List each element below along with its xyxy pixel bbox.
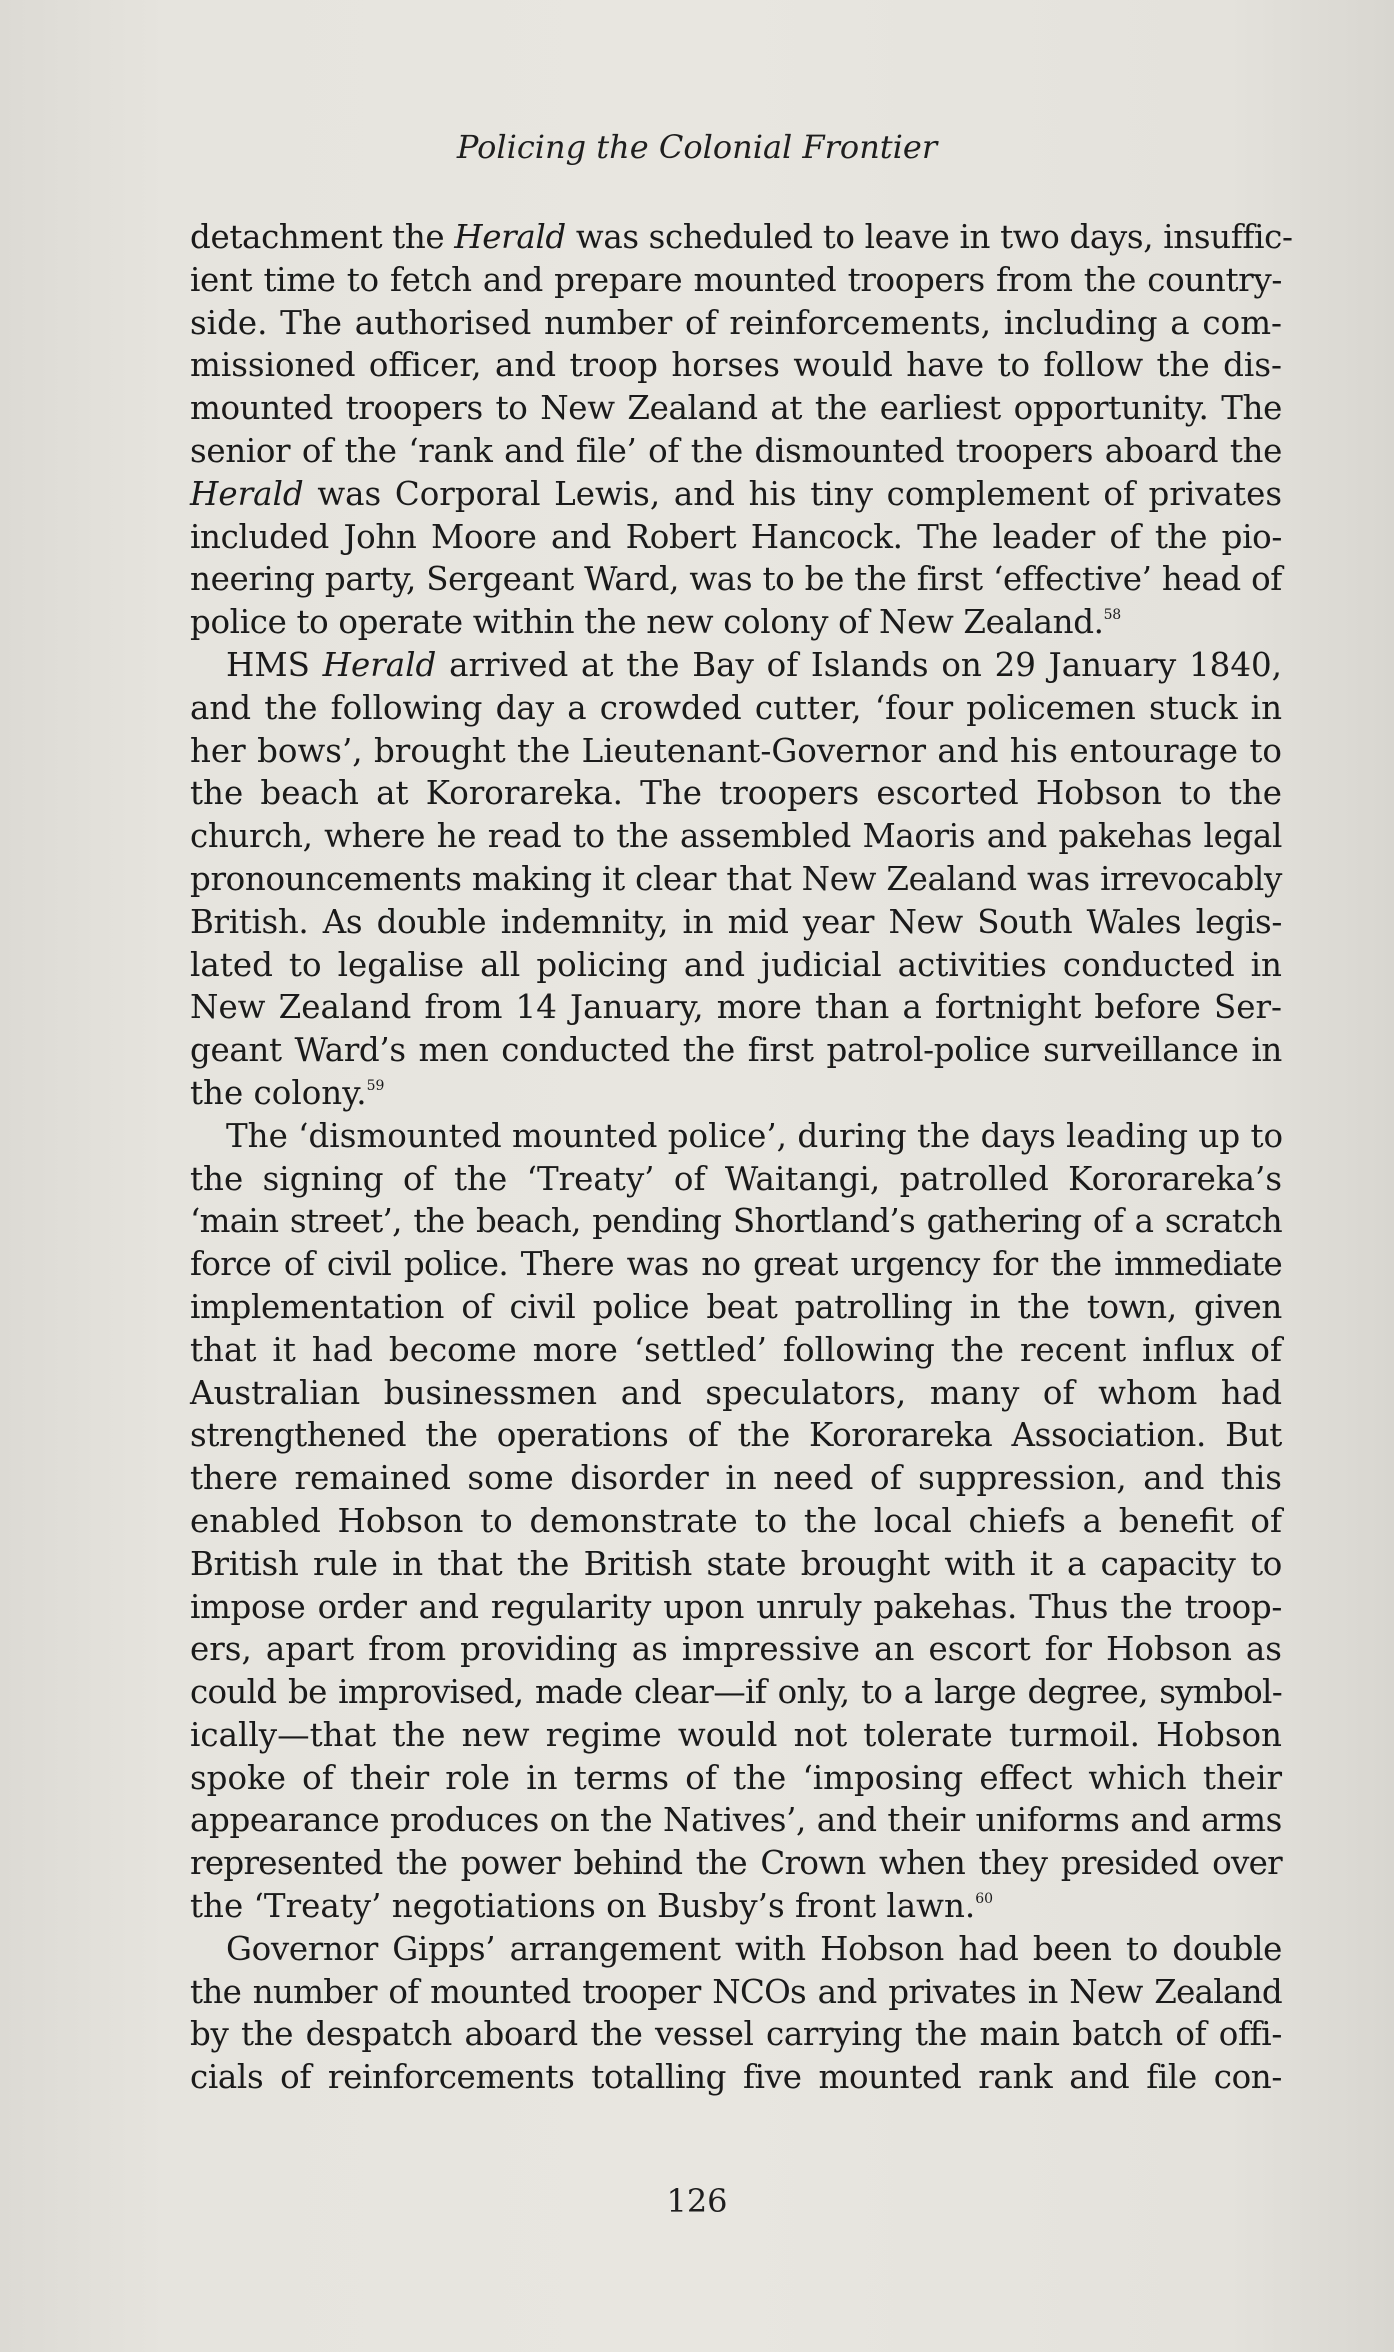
text-line: the beach at Kororareka. The troopers escorted Hobson to the: [190, 774, 1282, 813]
text-line: included John Moore and Robert Hancock. The leader of the pio-: [190, 517, 1282, 556]
text-line: side. The authorised number of reinforcements, including a com-: [190, 303, 1282, 342]
text-line: British. As double indemnity, in mid year New South Wales legis-: [190, 902, 1282, 941]
text-line: missioned officer, and troop horses would have to follow the dis-: [190, 346, 1282, 385]
text-line: ient time to fetch and prepare mounted troopers from the country-: [190, 260, 1282, 299]
text-line: force of civil police. There was no great urgency for the immediate: [190, 1245, 1282, 1284]
text-line: spoke of their role in terms of the ‘imposing effect which their: [190, 1758, 1282, 1797]
paragraph: [190, 644, 1282, 1115]
text-line: represented the power behind the Crown when they presided over: [190, 1844, 1282, 1883]
running-head: Policing the Colonial Frontier: [456, 128, 938, 166]
text-line: implementation of civil police beat patrolling in the town, given: [190, 1287, 1282, 1326]
text-line: and the following day a crowded cutter, ‘four policemen stuck in: [190, 688, 1282, 727]
text-line: there remained some disorder in need of suppression, and this: [190, 1459, 1282, 1498]
footnote-ref: 58: [1103, 607, 1121, 624]
paragraph: [190, 216, 1293, 644]
paragraph: [190, 1115, 1282, 1928]
paragraph: [190, 1928, 1282, 2099]
text-line: could be improvised, made clear—if only, to a large degree, symbol-: [190, 1673, 1282, 1712]
page-number: 126: [666, 2182, 728, 2220]
body-text: [190, 216, 1293, 2099]
text-line: Herald was Corporal Lewis, and his tiny complement of privates: [190, 474, 1282, 513]
text-line: by the despatch aboard the vessel carrying the main batch of offi-: [190, 2015, 1282, 2054]
text-line: New Zealand from 14 January, more than a fortnight before Ser-: [190, 988, 1282, 1027]
text-line: detachment the Herald was scheduled to leave in two days, insuffic-: [190, 218, 1293, 256]
text-line: Governor Gipps’ arrangement with Hobson had been to double: [226, 1929, 1282, 1968]
text-line: ‘main street’, the beach, pending Shortland’s gathering of a scratch: [190, 1202, 1282, 1241]
text-line: Australian businessmen and speculators, many of whom had: [190, 1373, 1282, 1412]
text-line: neering party, Sergeant Ward, was to be the first ‘effective’ head of: [190, 560, 1282, 599]
text-line: the signing of the ‘Treaty’ of Waitangi, patrolled Kororareka’s: [190, 1159, 1282, 1198]
text-line: the colony.$^{59}$: [190, 1073, 385, 1112]
text-line: church, where he read to the assembled Maoris and pakehas legal: [190, 817, 1282, 856]
text-line: impose order and regularity upon unruly pakehas. Thus the troop-: [190, 1587, 1282, 1626]
footnote-ref: 59: [366, 1077, 385, 1094]
text-line: geant Ward’s men conducted the first patrol-police surveillance in: [190, 1031, 1282, 1070]
text-line: mounted troopers to New Zealand at the earliest opportunity. The: [190, 389, 1282, 428]
text-line: appearance produces on the Natives’, and their uniforms and arms: [190, 1801, 1282, 1840]
text-line: cials of reinforcements totalling five mounted rank and file con-: [190, 2058, 1282, 2097]
text-line: strengthened the operations of the Kororareka Association. But: [190, 1416, 1282, 1455]
text-line: The ‘dismounted mounted police’, during the days leading up to: [226, 1116, 1284, 1155]
text-line: ers, apart from providing as impressive an escort for Hobson as: [190, 1630, 1282, 1669]
text-line: lated to legalise all policing and judicial activities conducted in: [190, 945, 1282, 984]
text-line: police to operate within the new colony of New Zealand.$^{58}$: [190, 603, 1121, 642]
text-line: the number of mounted trooper NCOs and privates in New Zealand: [190, 1972, 1282, 2011]
text-line: British rule in that the British state brought with it a capacity to: [190, 1544, 1282, 1583]
text-line: her bows’, brought the Lieutenant-Governor and his entourage to: [190, 731, 1282, 770]
text-line: that it had become more ‘settled’ following the recent influx of: [190, 1330, 1282, 1369]
text-line: enabled Hobson to demonstrate to the local chiefs a benefit of: [190, 1501, 1282, 1540]
text-line: pronouncements making it clear that New Zealand was irrevocably: [190, 859, 1282, 898]
text-line: ically—that the new regime would not tolerate turmoil. Hobson: [190, 1715, 1282, 1754]
text-line: senior of the ‘rank and file’ of the dismounted troopers aboard the: [190, 431, 1282, 470]
text-line: the ‘Treaty’ negotiations on Busby’s front lawn.$^{60}$: [190, 1887, 994, 1926]
footnote-ref: 60: [975, 1891, 994, 1908]
text-line: HMS Herald arrived at the Bay of Islands on 29 January 1840,: [226, 645, 1283, 684]
